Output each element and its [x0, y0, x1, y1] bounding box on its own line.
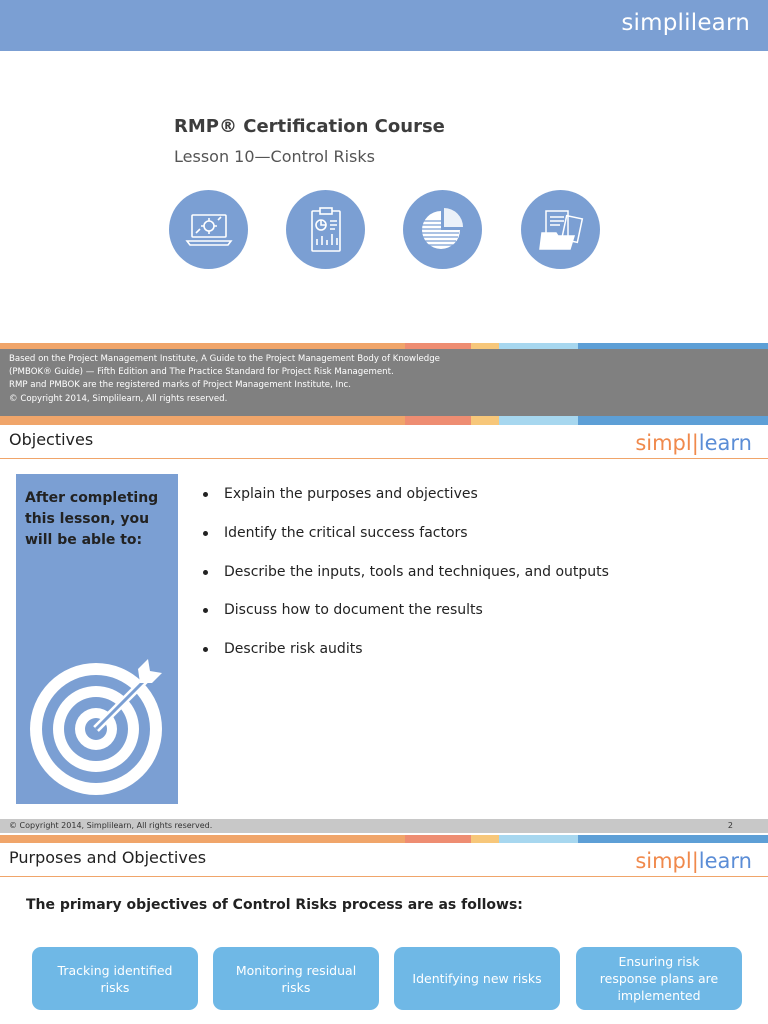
simplilearn-logo: simpl|learn	[635, 849, 752, 873]
pie-chart-icon	[403, 190, 482, 269]
objective-box: Tracking identified risks	[32, 947, 198, 1010]
list-item: Discuss how to document the results	[200, 602, 609, 641]
slide-title: Objectives	[9, 430, 94, 449]
objectives-list	[200, 486, 609, 680]
course-title: RMP® Certification Course	[174, 116, 445, 137]
list-item: Describe risk audits	[200, 641, 609, 680]
objective-box: Identifying new risks	[394, 947, 560, 1010]
list-item: Identify the critical success factors	[200, 525, 609, 564]
purposes-slide	[0, 843, 768, 1024]
lesson-title: Lesson 10—Control Risks	[174, 147, 375, 166]
panel-text: After completing this lesson, you will be able to:	[25, 490, 159, 548]
clipboard-report-icon	[286, 190, 365, 269]
simplilearn-logo: simplilearn	[621, 10, 750, 36]
slide-footer	[0, 819, 768, 833]
logo-part: simpl	[635, 431, 692, 455]
copyright-band	[0, 349, 768, 416]
list-item: Describe the inputs, tools and techniques, and outputs	[200, 564, 609, 603]
objective-box: Ensuring risk response plans are implemented	[576, 947, 742, 1010]
disclaimer-line: © Copyright 2014, Simplilearn, All rights reserved.	[9, 393, 228, 404]
objectives-panel	[16, 474, 178, 804]
disclaimer-line: Based on the Project Management Institute, A Guide to the Project Management Body of Knowledge	[9, 354, 440, 364]
decorative-stripe	[0, 835, 768, 843]
intro-text: The primary objectives of Control Risks process are as follows:	[26, 897, 523, 913]
list-item: Explain the purposes and objectives	[200, 486, 609, 525]
target-arrow-icon	[28, 657, 168, 797]
top-banner	[0, 0, 768, 51]
logo-part: simpl	[635, 849, 692, 873]
logo-part: learn	[698, 431, 752, 455]
title-slide	[0, 0, 768, 425]
laptop-gear-icon	[169, 190, 248, 269]
title-rule	[0, 458, 768, 459]
footer-copyright: © Copyright 2014, Simplilearn, All rights reserved.	[9, 821, 213, 830]
objective-box: Monitoring residual risks	[213, 947, 379, 1010]
objectives-slide	[0, 425, 768, 843]
file-folder-icon	[521, 190, 600, 269]
disclaimer-line: (PMBOK® Guide) — Fifth Edition and The Practice Standard for Project Risk Management.	[9, 367, 394, 378]
title-rule	[0, 876, 768, 877]
disclaimer-line: RMP and PMBOK are the registered marks of Project Management Institute, Inc.	[9, 380, 351, 391]
simplilearn-logo: simpl|learn	[635, 431, 752, 455]
decorative-stripe	[0, 416, 768, 425]
page-number: 2	[727, 821, 733, 830]
logo-part: learn	[698, 849, 752, 873]
slide-title: Purposes and Objectives	[9, 848, 207, 867]
